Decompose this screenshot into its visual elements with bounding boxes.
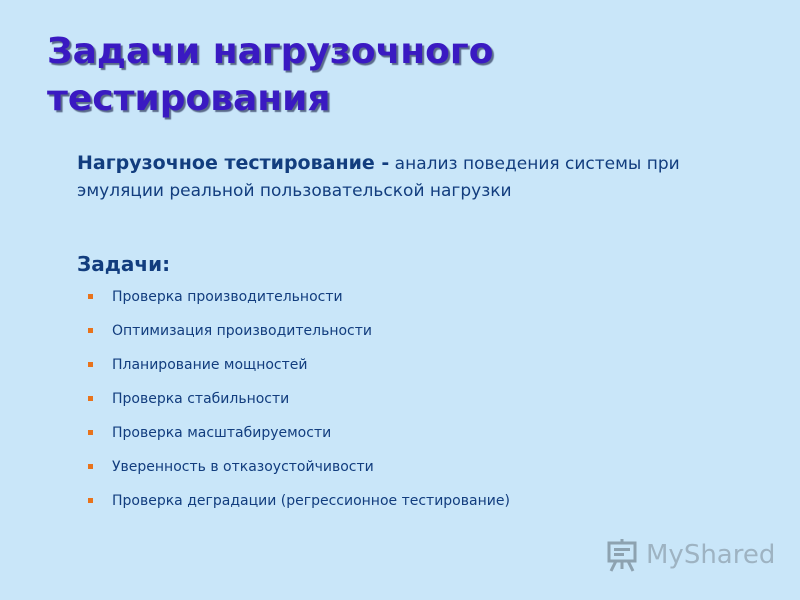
list-item	[88, 424, 510, 458]
square-bullet-icon	[88, 362, 93, 367]
list-item-text: Проверка производительности	[112, 289, 343, 305]
slide-title-line-1: Задачи нагрузочного	[47, 31, 494, 72]
list-item	[88, 492, 510, 526]
definition	[77, 150, 737, 205]
list-item	[88, 288, 510, 322]
list-item-text: Оптимизация производительности	[112, 323, 372, 339]
definition-term: Нагрузочное тестирование -	[77, 152, 390, 174]
list-item	[88, 322, 510, 356]
list-item-text: Планирование мощностей	[112, 357, 308, 373]
slide-title	[47, 28, 747, 122]
list-item	[88, 356, 510, 390]
square-bullet-icon	[88, 430, 93, 435]
tasks-heading: Задачи:	[77, 252, 171, 276]
square-bullet-icon	[88, 328, 93, 333]
square-bullet-icon	[88, 498, 93, 503]
definition-text: анализ поведения системы при эмуляции реальной пользовательской нагрузки	[77, 154, 680, 201]
tasks-list	[88, 288, 510, 526]
presentation-board-icon	[606, 538, 642, 572]
list-item	[88, 458, 510, 492]
square-bullet-icon	[88, 396, 93, 401]
slide-title-line-2: тестирования	[47, 78, 331, 119]
square-bullet-icon	[88, 464, 93, 469]
logo-text: MyShared	[646, 540, 776, 570]
list-item	[88, 390, 510, 424]
square-bullet-icon	[88, 294, 93, 299]
list-item-text: Проверка масштабируемости	[112, 425, 332, 441]
list-item-text: Уверенность в отказоустойчивости	[112, 459, 374, 475]
list-item-text: Проверка деградации (регрессионное тестирование)	[112, 493, 510, 509]
list-item-text: Проверка стабильности	[112, 391, 290, 407]
myshared-logo	[606, 538, 775, 572]
